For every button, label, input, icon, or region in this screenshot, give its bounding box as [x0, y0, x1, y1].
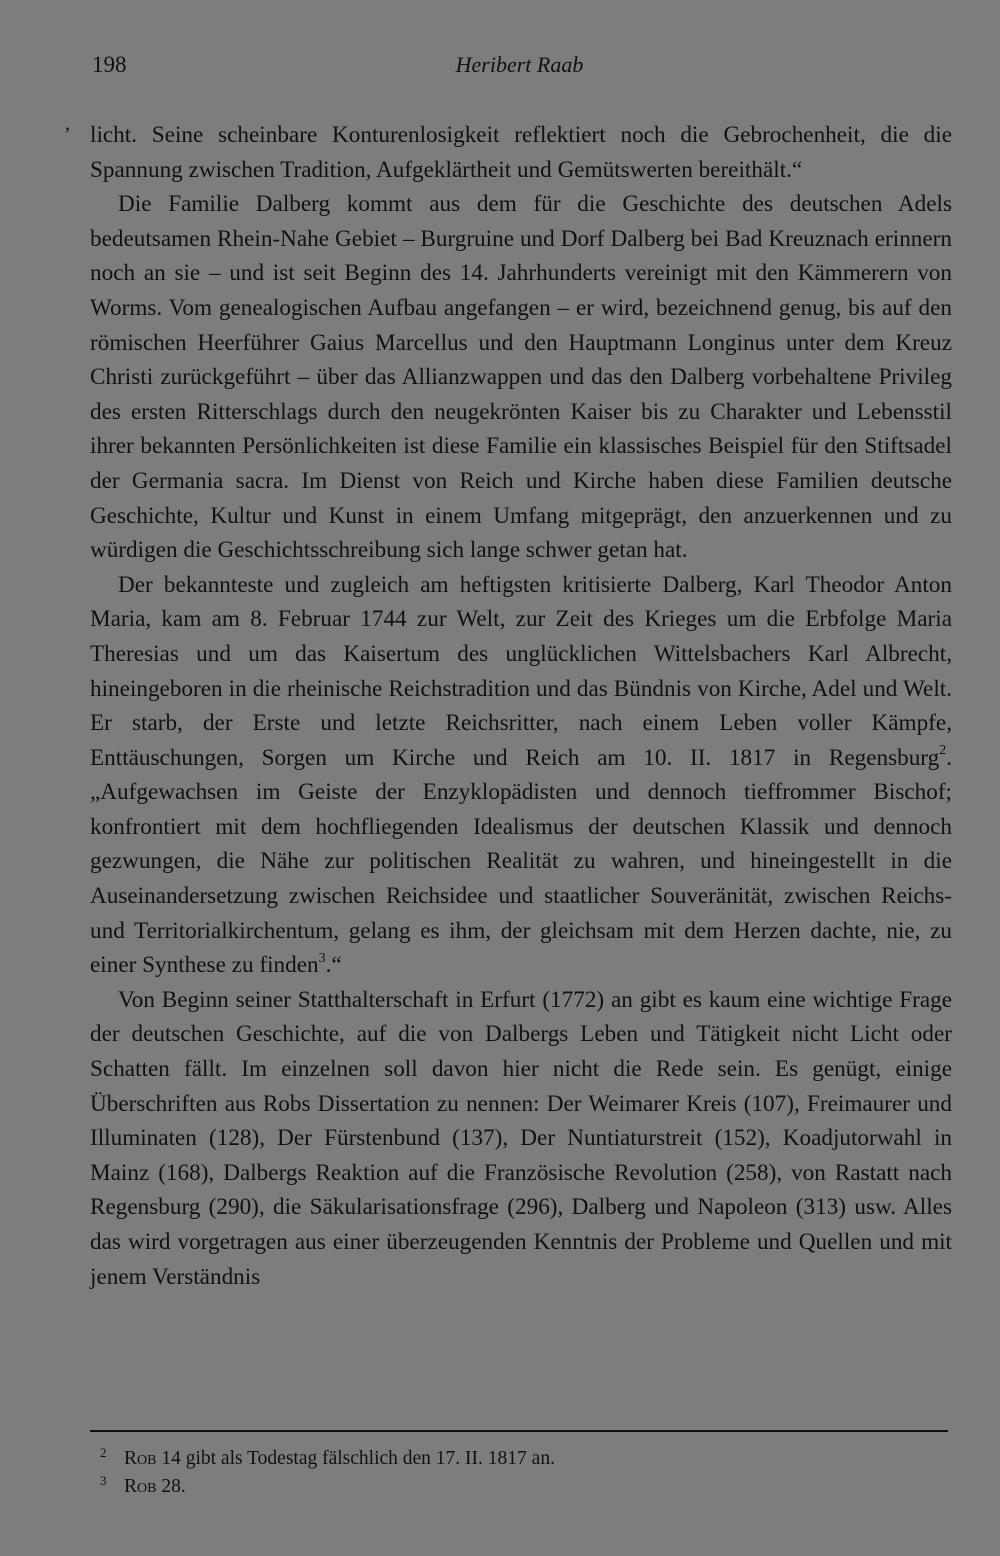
- paragraph-3-part-3: .“: [325, 952, 342, 979]
- footnote-ref-2[interactable]: 2: [939, 742, 947, 758]
- paragraph-3-part-1: Der bekannteste und zugleich am heftigsten kritisierte Dalberg, Karl Theodor Anton Maria, kam am 8. Februar 1744 zur Welt, zur Zeit des Krieges um die Erbfolge Maria Theresias und um das Kaisertum des unglücklichen Wittelsbachers Karl Albrecht, hineingeboren in die rheinische Reichstradition und das Bündnis von Kirche, Adel und Welt. Er starb, der Erste und letzte Reichsritter, nach einem Leben voller Kämpfe, Enttäuschungen, Sorgen um Kirche und Reich am 10. II. 1817 in Regensburg: [90, 571, 952, 771]
- footnote-text: Rob 14 gibt als Todestag fälschlich den 17. II. 1817 an.: [124, 1448, 555, 1469]
- margin-mark: ʼ: [64, 124, 71, 146]
- paragraph-3-part-2: . „Aufgewachsen im Geiste der Enzyklopädisten und dennoch tieffrommer Bischof; konfrontiert mit dem hochfliegenden Idealismus der deutschen Klassik und dennoch gezwungen, die Nähe zur politischen Realität zu wahren, und hineingestellt in die Auseinandersetzung zwischen Reichsidee und staatlicher Souveränität, zwischen Reichs- und Territorialkirchentum, gelang es ihm, der gleichsam mit dem Herzen dachte, nie, zu einer Synthese zu finden: [90, 744, 952, 979]
- paragraph-2: Die Familie Dalberg kommt aus dem für die Geschichte des deutschen Adels bedeutsamen Rhein-Nahe Gebiet – Burgruine und Dorf Dalberg bei Bad Kreuznach erinnern noch an sie – und ist seit Beginn des 14. Jahrhunderts vereinigt mit den Kämmerern von Worms. Vom genealogischen Aufbau angefangen – er wird, bezeichnend genug, bis auf den römischen Heerführer Gaius Marcellus und den Hauptmann Longinus unter dem Kreuz Christi zurückgeführt – über das Allianzwappen und das den Dalberg vorbehaltene Privileg des ersten Ritterschlags durch den neugekrönten Kaiser bis zu Charakter und Lebensstil ihrer bekannten Persönlichkeiten ist diese Familie ein klassisches Beispiel für den Stiftsadel der Germania sacra. Im Dienst von Reich und Kirche haben diese Familien deutsche Geschichte, Kultur und Kunst in einem Umfang mitgeprägt, den anzuerkennen und zu würdigen die Geschichtsschreibung sich lange schwer getan hat.: [90, 191, 952, 564]
- page-number: 198: [92, 52, 127, 77]
- footnotes: [100, 1445, 920, 1501]
- body-text: [90, 118, 952, 1294]
- footnote-number: 3: [100, 1473, 107, 1488]
- footnote-text: Rob 28.: [124, 1476, 186, 1497]
- footnote-3: [100, 1473, 920, 1501]
- paragraph-4: Von Beginn seiner Statthalterschaft in Erfurt (1772) an gibt es kaum eine wichtige Frage der deutschen Geschichte, auf die von Dalbergs Leben und Tätigkeit nicht Licht oder Schatten fällt. Im einzelnen soll davon hier nicht die Rede sein. Es genügt, einige Überschriften aus Robs Dissertation zu nennen: Der Weimarer Kreis (107), Freimaurer und Illuminaten (128), Der Fürstenbund (137), Der Nuntiaturstreit (152), Koadjutorwahl in Mainz (168), Dalbergs Reaktion auf die Französische Revolution (258), von Rastatt nach Regensburg (290), die Säkularisationsfrage (296), Dalberg und Napoleon (313) usw. Alles das wird vorgetragen aus einer überzeugenden Kenntnis der Probleme und Quellen und mit jenem Verständnis: [90, 986, 952, 1290]
- running-head: Heribert Raab: [455, 52, 584, 77]
- footnote-ref-3[interactable]: 3: [318, 950, 326, 966]
- page-header: [92, 52, 947, 84]
- footnote-number: 2: [100, 1445, 107, 1460]
- paragraph-3: [90, 568, 952, 983]
- footnote-rule: [90, 1430, 948, 1432]
- paragraph-1: licht. Seine scheinbare Konturenlosigkeit reflektiert noch die Gebrochenheit, die die Spannung zwischen Tradition, Aufgeklärtheit und Gemütswerten bereithält.“: [90, 122, 952, 183]
- footnote-2: [100, 1445, 920, 1473]
